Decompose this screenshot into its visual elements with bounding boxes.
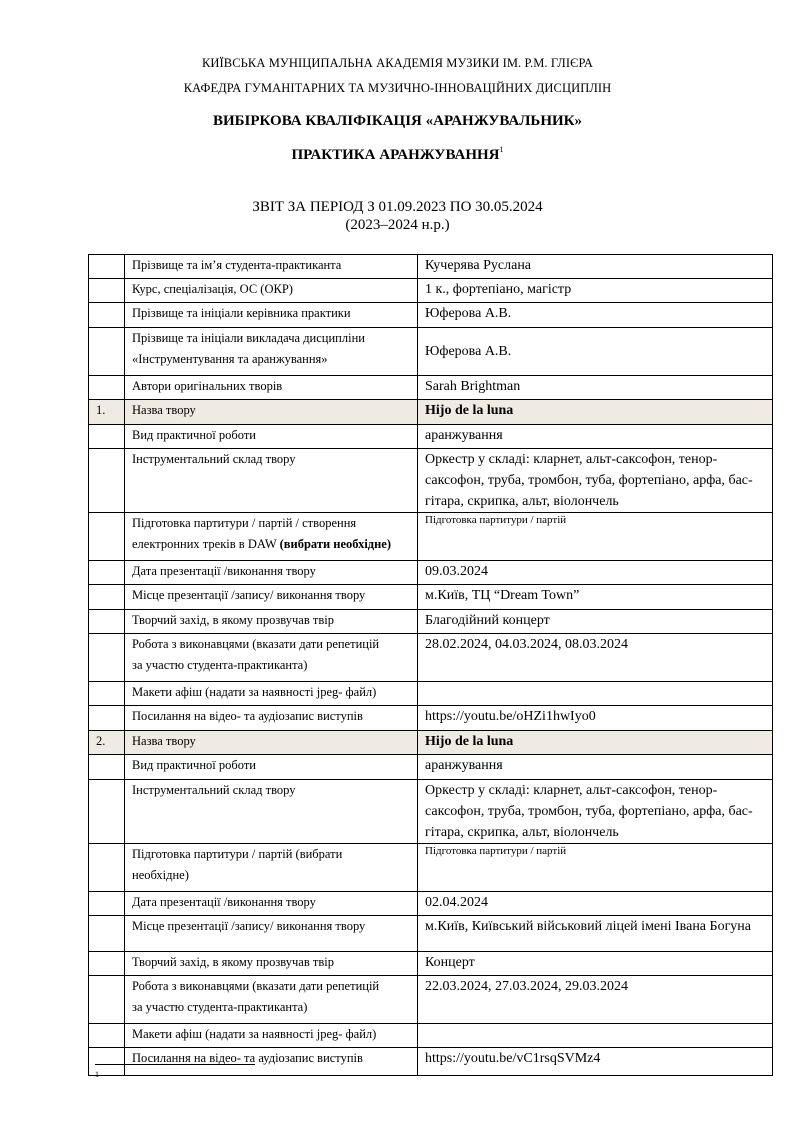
table-row <box>89 916 773 952</box>
table-row <box>89 634 773 682</box>
work-1-title-value: Hijo de la luna <box>418 400 773 425</box>
work-1-prep-value: Підготовка партитури / партій <box>418 513 773 561</box>
teacher-label-line1: Прізвище та ініціали викладача дисципліни <box>132 331 365 345</box>
work-1-event-value: Благодійний концерт <box>418 610 773 634</box>
row-number-cell <box>89 952 125 976</box>
row-number-cell <box>89 844 125 892</box>
table-row <box>89 303 773 328</box>
table-row <box>89 682 773 706</box>
work-2-number: 2. <box>89 731 125 755</box>
row-number-cell <box>89 585 125 610</box>
table-row <box>89 1024 773 1048</box>
row-number-cell <box>89 513 125 561</box>
work-1-link-label: Посилання на відео- та аудіозапис виступів <box>125 706 418 731</box>
work-2-event-label: Творчий захід, в якому прозвучав твір <box>125 952 418 976</box>
student-label: Прізвище та ім’я студента-практиканта <box>125 255 418 279</box>
work-2-rehearse-label-line2: за участю студента-практиканта) <box>132 1000 308 1014</box>
work-2-type-label: Вид практичної роботи <box>125 755 418 780</box>
table-row <box>89 892 773 916</box>
work-2-title-label: Назва твору <box>125 731 418 755</box>
work-2-event-value: Концерт <box>418 952 773 976</box>
table-row <box>89 952 773 976</box>
work-1-place-value: м.Київ, ТЦ “Dream Town” <box>418 585 773 610</box>
practice-title <box>0 147 795 164</box>
work-2-link-value[interactable]: https://youtu.be/vC1rsqSVMz4 <box>418 1048 773 1076</box>
work-1-type-label: Вид практичної роботи <box>125 425 418 449</box>
work-1-date-label: Дата презентації /виконання твору <box>125 561 418 585</box>
table-row <box>89 844 773 892</box>
work-2-rehearse-value: 22.03.2024, 27.03.2024, 29.03.2024 <box>418 976 773 1024</box>
work-2-poster-value <box>418 1024 773 1048</box>
row-number-cell <box>89 706 125 731</box>
row-number-cell <box>89 892 125 916</box>
row-number-cell <box>89 449 125 513</box>
work-2-rehearse-label-line1: Робота з виконавцями (вказати дати репетицій <box>132 979 380 993</box>
work-2-date-value: 02.04.2024 <box>418 892 773 916</box>
work-1-event-label: Творчий захід, в якому прозвучав твір <box>125 610 418 634</box>
course-value: 1 к., фортепіано, магістр <box>418 279 773 303</box>
teacher-value: Юферова А.В. <box>418 328 773 376</box>
report-table <box>88 254 773 1076</box>
work-2-link-label: Посилання на відео- та аудіозапис виступів <box>125 1048 418 1076</box>
table-row <box>89 780 773 844</box>
work-1-date-value: 09.03.2024 <box>418 561 773 585</box>
table-row <box>89 585 773 610</box>
row-number-cell <box>89 1024 125 1048</box>
work-2-title-value: Hijo de la luna <box>418 731 773 755</box>
teacher-label-line2: «Інструментування та аранжування» <box>132 352 328 366</box>
work-1-type-value: аранжування <box>418 425 773 449</box>
table-row <box>89 706 773 731</box>
work-1-rehearse-label-line1: Робота з виконавцями (вказати дати репетицій <box>132 637 380 651</box>
row-number-cell <box>89 1048 125 1076</box>
table-row <box>89 561 773 585</box>
department-name: КАФЕДРА ГУМАНІТАРНИХ ТА МУЗИЧНО-ІННОВАЦІЙНИХ ДИСЦИПЛІН <box>183 81 612 95</box>
footnote-reference[interactable]: 1 <box>499 145 504 154</box>
work-2-prep-label <box>125 844 418 892</box>
work-2-prep-label-line1: Підготовка партитури / партій (вибрати <box>132 847 343 861</box>
work-1-prep-label-line2 <box>132 534 411 555</box>
table-row <box>89 610 773 634</box>
student-value: Кучерява Руслана <box>418 255 773 279</box>
work-2-type-value: аранжування <box>418 755 773 780</box>
row-number-cell <box>89 561 125 585</box>
work-2-instr-label: Інструментальний склад твору <box>125 780 418 844</box>
work-1-prep-label <box>125 513 418 561</box>
work-1-poster-value <box>418 682 773 706</box>
table-row <box>89 255 773 279</box>
work-1-instr-value: Оркестр у складі: кларнет, альт-саксофон, тенор-саксофон, труба, тромбон, туба, фортепіано, арфа, бас-гітара, скрипка, альт, віолончель <box>418 449 773 513</box>
row-number-cell <box>89 303 125 328</box>
row-number-cell <box>89 682 125 706</box>
footnote-separator <box>95 1064 255 1065</box>
teacher-label <box>125 328 418 376</box>
course-label: Курс, спеціалізація, ОС (ОКР) <box>125 279 418 303</box>
work-1-rehearse-value: 28.02.2024, 04.03.2024, 08.03.2024 <box>418 634 773 682</box>
work-2-rehearse-label <box>125 976 418 1024</box>
row-number-cell <box>89 634 125 682</box>
work-1-prep-label-text: електронних треків в DAW <box>132 537 280 551</box>
work-2-poster-label: Макети афіш (надати за наявності jpeg- файл) <box>125 1024 418 1048</box>
supervisor-label: Прізвище та ініціали керівника практики <box>125 303 418 328</box>
work-1-place-label: Місце презентації /запису/ виконання твору <box>125 585 418 610</box>
work-1-title-row <box>89 400 773 425</box>
work-2-instr-value: Оркестр у складі: кларнет, альт-саксофон, тенор-саксофон, труба, тромбон, туба, фортепіано, арфа, бас-гітара, скрипка, альт, віолончель <box>418 780 773 844</box>
row-number-cell <box>89 780 125 844</box>
work-2-prep-label-line2: необхідне) <box>132 868 189 882</box>
practice-title-text: ПРАКТИКА АРАНЖУВАННЯ <box>291 147 500 163</box>
row-number-cell <box>89 255 125 279</box>
academic-year: (2023–2024 н.р.) <box>345 217 450 233</box>
table-row <box>89 976 773 1024</box>
row-number-cell <box>89 976 125 1024</box>
authors-value: Sarah Brightman <box>418 376 773 400</box>
row-number-cell <box>89 755 125 780</box>
table-row <box>89 755 773 780</box>
work-2-prep-value: Підготовка партитури / партій <box>418 844 773 892</box>
row-number-cell <box>89 425 125 449</box>
work-1-prep-label-line1: Підготовка партитури / партій / створення <box>132 516 357 530</box>
row-number-cell <box>89 610 125 634</box>
footnote-mark: 1 <box>95 1070 99 1079</box>
row-number-cell <box>89 376 125 400</box>
work-1-number: 1. <box>89 400 125 425</box>
supervisor-value: Юферова А.В. <box>418 303 773 328</box>
authors-label: Автори оригінальних творів <box>125 376 418 400</box>
table-row <box>89 425 773 449</box>
table-row <box>89 449 773 513</box>
work-1-link-value[interactable]: https://youtu.be/oHZi1hwIyo0 <box>418 706 773 731</box>
work-1-prep-label-bold: (вибрати необхідне) <box>279 537 392 551</box>
report-period: ЗВІТ ЗА ПЕРІОД З 01.09.2023 ПО 30.05.2024 <box>252 199 543 215</box>
work-1-instr-label: Інструментальний склад твору <box>125 449 418 513</box>
row-number-cell <box>89 328 125 376</box>
institution-name: КИЇВСЬКА МУНІЦИПАЛЬНА АКАДЕМІЯ МУЗИКИ ІМ. Р.М. ГЛІЄРА <box>201 56 594 70</box>
work-1-title-label: Назва твору <box>125 400 418 425</box>
work-1-rehearse-label <box>125 634 418 682</box>
work-2-place-value: м.Київ, Київський військовий ліцей імені Івана Богуна <box>418 916 773 952</box>
table-row <box>89 328 773 376</box>
work-1-poster-label: Макети афіш (надати за наявності jpeg- файл) <box>125 682 418 706</box>
work-2-title-row <box>89 731 773 755</box>
table-row <box>89 1048 773 1076</box>
table-row <box>89 279 773 303</box>
work-2-place-label: Місце презентації /запису/ виконання твору <box>125 916 418 952</box>
work-2-date-label: Дата презентації /виконання твору <box>125 892 418 916</box>
qualification-title: ВИБІРКОВА КВАЛІФІКАЦІЯ «АРАНЖУВАЛЬНИК» <box>212 113 583 129</box>
row-number-cell <box>89 916 125 952</box>
work-1-rehearse-label-line2: за участю студента-практиканта) <box>132 658 308 672</box>
row-number-cell <box>89 279 125 303</box>
table-row <box>89 376 773 400</box>
table-row <box>89 513 773 561</box>
